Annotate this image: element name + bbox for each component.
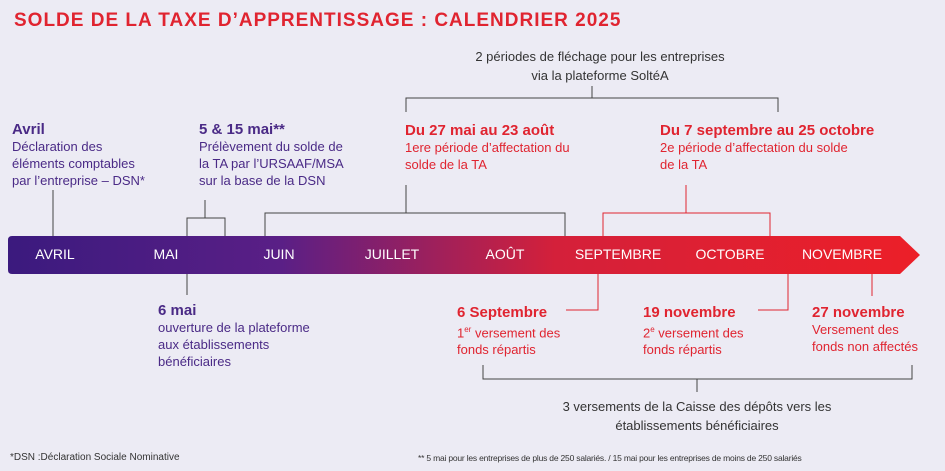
top-bracket <box>406 86 778 112</box>
month-juillet: JUILLET <box>364 246 420 262</box>
period2-bracket <box>603 185 770 236</box>
mai-connector <box>187 200 225 236</box>
event-sept6 <box>457 304 560 358</box>
event-nov27-heading: 27 novembre <box>812 304 905 321</box>
page-title: SOLDE DE LA TAXE D’APPRENTISSAGE : CALENDRIER 2025 <box>14 10 622 31</box>
event-mai6-heading: 6 mai <box>158 302 197 319</box>
month-avril: AVRIL <box>35 246 75 262</box>
month-aout: AOÛT <box>485 246 525 262</box>
timeline-arrow <box>8 236 920 274</box>
event-nov19-line1 <box>643 321 744 341</box>
event-period1-line: solde de la TA <box>405 157 487 172</box>
event-period2-line: 2e période d’affectation du solde <box>660 140 848 155</box>
line-rest: versement des <box>654 325 744 341</box>
event-sept6-heading: 6 Septembre <box>457 304 548 321</box>
event-period2-heading: Du 7 septembre au 25 octobre <box>660 122 875 139</box>
event-period1 <box>405 122 570 173</box>
bottom-note-line2: établissements bénéficiaires <box>615 418 779 433</box>
line-rest: versement des <box>471 325 561 341</box>
bottom-note-line1: 3 versements de la Caisse des dépôts vers les <box>562 399 832 414</box>
event-nov19 <box>643 304 744 358</box>
event-mai <box>199 121 344 189</box>
ordinal-number: 1 <box>457 325 465 341</box>
top-note-line2: via la plateforme SoltéA <box>531 68 669 83</box>
ordinal-suffix: e <box>650 325 655 334</box>
nov19-connector <box>758 274 788 310</box>
event-mai-heading: 5 & 15 mai** <box>199 121 285 138</box>
bottom-note <box>547 397 847 435</box>
event-avril-line: par l’entreprise – DSN* <box>12 173 145 188</box>
event-avril <box>12 121 145 189</box>
event-sept6-line1 <box>457 321 560 341</box>
event-mai-line: la TA par l’URSAAF/MSA <box>199 156 344 171</box>
event-mai6-line: aux établissements <box>158 337 270 352</box>
event-nov27-line: Versement des <box>812 322 899 337</box>
event-sept6-line2: fonds répartis <box>457 342 536 358</box>
event-nov19-line2: fonds répartis <box>643 342 722 358</box>
period1-bracket <box>265 185 565 236</box>
event-nov19-heading: 19 novembre <box>643 304 736 321</box>
event-avril-heading: Avril <box>12 121 45 138</box>
event-nov27 <box>812 304 918 355</box>
month-octobre: OCTOBRE <box>695 246 765 262</box>
month-novembre: NOVEMBRE <box>801 246 883 262</box>
event-period1-line: 1ere période d’affectation du <box>405 140 570 155</box>
month-juin: JUIN <box>263 246 295 262</box>
event-mai-line: Prélèvement du solde de <box>199 139 343 154</box>
ordinal-suffix: er <box>464 325 472 334</box>
event-nov27-line: fonds non affectés <box>812 339 919 354</box>
event-avril-line: éléments comptables <box>12 156 135 171</box>
event-mai6-line: ouverture de la plateforme <box>158 320 310 335</box>
sept6-connector <box>566 274 598 310</box>
event-period2 <box>660 122 874 173</box>
month-septembre: SEPTEMBRE <box>574 246 662 262</box>
event-mai6-line: bénéficiaires <box>158 354 231 369</box>
event-mai6 <box>158 302 310 370</box>
ordinal-number: 2 <box>643 325 651 341</box>
top-note-line1: 2 périodes de fléchage pour les entreprises <box>475 49 725 64</box>
bottom-bracket <box>483 365 912 392</box>
event-period1-heading: Du 27 mai au 23 août <box>405 122 555 139</box>
event-mai-line: sur la base de la DSN <box>199 173 326 188</box>
event-period2-line: de la TA <box>660 157 708 172</box>
event-avril-line: Déclaration des <box>12 139 103 154</box>
month-mai: MAI <box>153 246 179 262</box>
footnote-left: *DSN :Déclaration Sociale Nominative <box>10 452 180 463</box>
footnote-right: ** 5 mai pour les entreprises de plus de 250 salariés. / 15 mai pour les entreprises de moins de 250 salariés <box>418 453 802 463</box>
